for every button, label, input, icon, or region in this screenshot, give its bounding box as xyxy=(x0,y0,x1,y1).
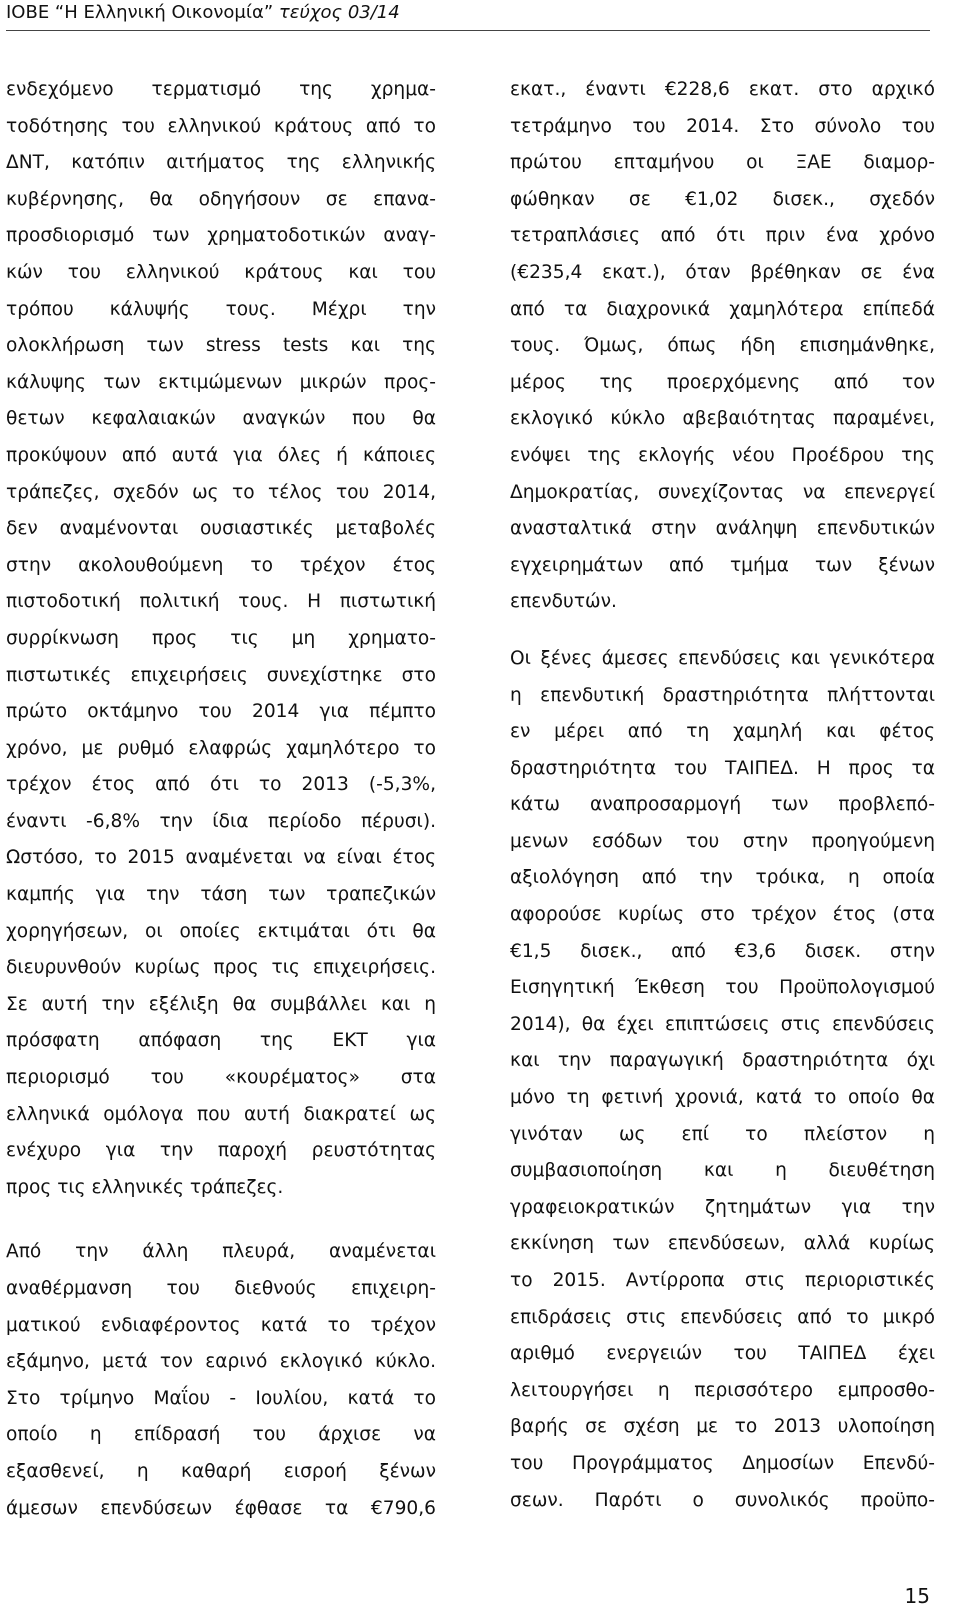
text-line: πιστοδοτική πολιτική τους. Η πιστωτική xyxy=(6,591,436,613)
text-line: κυβέρνησης, θα οδηγήσουν σε επανα- xyxy=(6,188,436,210)
text-line: προκύψουν από αυτά για όλες ή κάποιες xyxy=(6,444,436,466)
text-line: Στο τρίμηνο Μαΐου - Ιουλίου, κατά το xyxy=(6,1387,436,1409)
text-line: εν μέρει από τη χαμηλή και φέτος xyxy=(510,721,935,743)
left-column xyxy=(6,72,436,1527)
text-line: του Προγράμματος Δημοσίων Επενδύ- xyxy=(510,1452,935,1474)
text-line: €1,5 δισεκ., από €3,6 δισεκ. στην xyxy=(510,940,935,962)
text-line: σεων. Παρότι ο συνολικός προϋπο- xyxy=(510,1489,935,1511)
text-line: ενδεχόμενο τερματισμό της χρημα- xyxy=(6,79,436,100)
text-line: και την παραγωγική δραστηριότητα όχι xyxy=(510,1050,935,1072)
text-line: συρρίκνωση προς τις μη χρηματο- xyxy=(6,627,436,649)
text-line: αναθέρμανση του διεθνούς επιχειρη- xyxy=(6,1278,436,1299)
text-line: τετραπλάσιες από ότι πριν ένα χρόνο xyxy=(510,225,935,247)
text-line: φώθηκαν σε €1,02 δισεκ., σχεδόν xyxy=(510,188,935,210)
text-line: ολοκλήρωση των stress tests και της xyxy=(6,335,436,357)
text-line: τοδότησης του ελληνικού κράτους από το xyxy=(6,115,436,137)
text-line: αξιολόγηση από την τρόικα, η οποία xyxy=(510,867,935,889)
text-line: ΔΝΤ, κατόπιν αιτήματος της ελληνικής xyxy=(6,152,436,174)
text-line: πρώτο οκτάμηνο του 2014 για πέμπτο xyxy=(6,701,436,723)
issue-label: τεύχος 03/14 xyxy=(278,2,400,23)
text-line: πρώτου επταμήνου οι ΞΑΕ διαμορ- xyxy=(510,152,935,174)
text-line: εκατ., έναντι €228,6 εκατ. στο αρχικό xyxy=(510,79,935,100)
text-line: ματικού ενδιαφέροντος κατά το τρέχον xyxy=(6,1314,436,1336)
text-line: ελληνικά ομόλογα που αυτή διακρατεί ως xyxy=(6,1103,436,1125)
publication-title: ΙΟΒΕ “Η Ελληνική Οικονομία” xyxy=(6,2,274,23)
text-line: (€235,4 εκατ.), όταν βρέθηκαν σε ένα xyxy=(510,261,935,283)
text-line: μενων εσόδων του στην προηγούμενη xyxy=(510,830,935,852)
text-line: εκκίνηση των επενδύσεων, αλλά κυρίως xyxy=(510,1233,935,1255)
text-line: αφορούσε κυρίως στο τρέχον έτος (στα xyxy=(510,904,935,926)
text-line: έναντι -6,8% την ίδια περίοδο πέρυσι). xyxy=(6,810,436,832)
paragraph-gap xyxy=(510,621,935,641)
text-line: ενέχυρο για την παροχή ρευστότητας xyxy=(6,1140,436,1162)
text-line: άμεσων επενδύσεων έφθασε τα €790,6 xyxy=(6,1497,436,1519)
text-line: επιδράσεις στις επενδύσεις από το μικρό xyxy=(510,1306,935,1328)
text-line: προς τις ελληνικές τράπεζες. xyxy=(6,1176,284,1198)
text-line: τράπεζες, σχεδόν ως το τέλος του 2014, xyxy=(6,481,436,503)
text-line: συμβασιοποίηση και η διευθέτηση xyxy=(510,1160,935,1182)
running-header xyxy=(6,0,930,31)
text-line: εγχειρημάτων από τμήμα των ξένων xyxy=(510,554,935,576)
text-line: πρόσφατη απόφαση της ΕΚΤ για xyxy=(6,1030,436,1052)
text-line: προσδιορισμό των χρηματοδοτικών αναγ- xyxy=(6,225,436,247)
text-line: Οι ξένες άμεσες επενδύσεις και γενικότερα xyxy=(510,647,935,669)
paragraph-gap xyxy=(6,1206,436,1234)
text-line: ενόψει της εκλογής νέου Προέδρου της xyxy=(510,444,935,466)
text-line: βαρής σε σχέση με το 2013 υλοποίηση xyxy=(510,1416,935,1438)
text-line: χορηγήσεων, οι οποίες εκτιμάται ότι θα xyxy=(6,920,436,942)
text-line: κών του ελληνικού κράτους και του xyxy=(6,261,436,283)
text-line: τρόπου κάλυψής τους. Μέχρι την xyxy=(6,298,436,320)
text-line: θετων κεφαλαιακών αναγκών που θα xyxy=(6,408,436,430)
text-line: Από την άλλη πλευρά, αναμένεται xyxy=(6,1241,436,1263)
text-line: Εισηγητική Έκθεση του Προϋπολογισμού xyxy=(510,977,935,999)
text-line: στην ακολουθούμενη το τρέχον έτος xyxy=(6,554,436,576)
paragraph xyxy=(510,72,935,621)
text-line: μέρος της προερχόμενης από τον xyxy=(510,371,935,393)
text-line: τους. Όμως, όπως ήδη επισημάνθηκε, xyxy=(510,335,935,357)
text-line: εκλογικό κύκλο αβεβαιότητας παραμένει, xyxy=(510,408,935,430)
text-line: εξασθενεί, η καθαρή εισροή ξένων xyxy=(6,1460,436,1482)
text-line: γραφειοκρατικών ζητημάτων για την xyxy=(510,1196,935,1218)
paragraph xyxy=(510,641,935,1519)
text-line: αριθμό ενεργειών του ΤΑΙΠΕΔ έχει xyxy=(510,1343,935,1365)
text-line: πιστωτικές επιχειρήσεις συνεχίστηκε στο xyxy=(6,664,436,686)
text-line: καμπής για την τάση των τραπεζικών xyxy=(6,884,436,906)
text-line: οποίο η επίδρασή του άρχισε να xyxy=(6,1424,436,1446)
right-column xyxy=(510,72,935,1519)
text-line: κάλυψης των εκτιμώμενων μικρών προς- xyxy=(6,371,436,393)
text-line: Σε αυτή την εξέλιξη θα συμβάλλει και η xyxy=(6,993,436,1015)
text-line: 2014), θα έχει επιπτώσεις στις επενδύσεις xyxy=(510,1013,935,1035)
text-line: Δημοκρατίας, συνεχίζοντας να επενεργεί xyxy=(510,481,935,503)
text-line: γινόταν ως επί το πλείστον η xyxy=(510,1123,935,1145)
text-line: από τα διαχρονικά χαμηλότερα επίπεδά xyxy=(510,298,935,320)
text-line: διευρυνθούν κυρίως προς τις επιχειρήσεις. xyxy=(6,957,436,979)
text-line: τετράμηνο του 2014. Στο σύνολο του xyxy=(510,115,935,137)
text-line: κάτω αναπροσαρμογή των προβλεπό- xyxy=(510,794,935,816)
text-line: η επενδυτική δραστηριότητα πλήττονται xyxy=(510,684,935,706)
page-number: 15 xyxy=(904,1584,930,1608)
text-line: εξάμηνο, μετά τον εαρινό εκλογικό κύκλο. xyxy=(6,1351,436,1373)
text-line: τρέχον έτος από ότι το 2013 (-5,3%, xyxy=(6,774,436,796)
paragraph xyxy=(6,72,436,1206)
text-line: επενδυτών. xyxy=(510,591,617,613)
text-line: δεν αναμένονται ουσιαστικές μεταβολές xyxy=(6,518,436,540)
text-line: ανασταλτικά στην ανάληψη επενδυτικών xyxy=(510,518,935,540)
paragraph xyxy=(6,1234,436,1527)
text-line: δραστηριότητα του ΤΑΙΠΕΔ. Η προς τα xyxy=(510,757,935,779)
text-line: Ωστόσο, το 2015 αναμένεται να είναι έτος xyxy=(6,847,436,869)
text-line: χρόνο, με ρυθμό ελαφρώς χαμηλότερο το xyxy=(6,737,436,759)
text-line: μόνο τη φετινή χρονιά, κατά το οποίο θα xyxy=(510,1087,935,1109)
text-line: λειτουργήσει η περισσότερο εμπροσθο- xyxy=(510,1379,935,1401)
text-line: περιορισμό του «κουρέματος» στα xyxy=(6,1067,436,1089)
text-line: το 2015. Αντίρροπα στις περιοριστικές xyxy=(510,1270,935,1291)
